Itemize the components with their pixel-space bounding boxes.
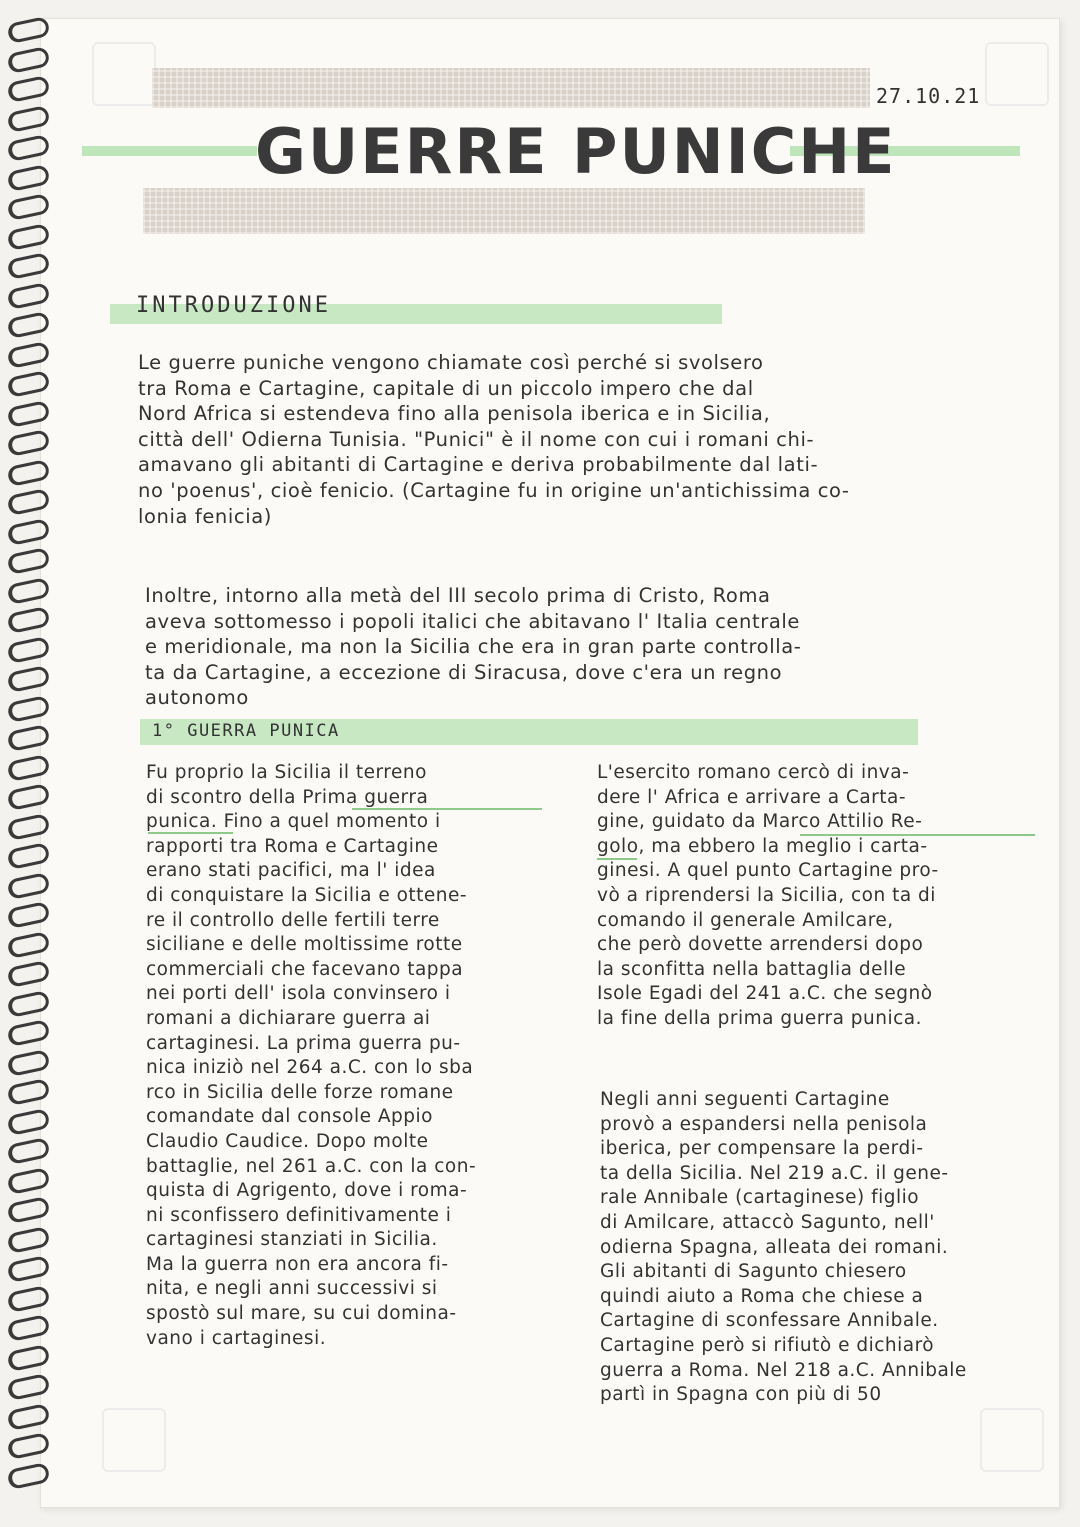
spiral-coil: [6, 842, 50, 870]
spiral-coil: [6, 1137, 50, 1165]
spiral-coil: [6, 399, 50, 427]
spiral-binding: [0, 20, 52, 1500]
spiral-coil: [6, 606, 50, 634]
spiral-coil: [6, 724, 50, 752]
spiral-coil: [6, 989, 50, 1017]
spiral-coil: [6, 429, 50, 457]
corner-mark-top-right: [985, 42, 1049, 106]
spiral-coil: [6, 635, 50, 663]
intro-heading: INTRODUZIONE: [136, 293, 331, 318]
title-underline-left: [82, 146, 257, 156]
spiral-coil: [6, 930, 50, 958]
spiral-coil: [6, 488, 50, 516]
spiral-coil: [6, 665, 50, 693]
spiral-coil: [6, 871, 50, 899]
spiral-coil: [6, 311, 50, 339]
spiral-coil: [6, 576, 50, 604]
spiral-coil: [6, 753, 50, 781]
war1-heading: 1° GUERRA PUNICA: [152, 721, 340, 741]
spiral-coil: [6, 75, 50, 103]
spiral-coil: [6, 1343, 50, 1371]
spiral-coil: [6, 281, 50, 309]
spiral-coil: [6, 104, 50, 132]
underline-prima-guerra: [352, 808, 542, 810]
spiral-coil: [6, 694, 50, 722]
spiral-coil: [6, 1107, 50, 1135]
war1-right-column-1: L'esercito romano cercò di inva- dere l' Africa e arrivare a Carta- gine, guidato da Marco Attilio Re- golo, ma ebbero la meglio i carta- ginesi. A quel punto Cartagine pro- vò a riprendersi la Sicilia, con ta di comando il generale Amilcare, che però dovette arrendersi dopo la sconfitta nella battaglia delle Isole Egadi del 241 a.C. che segnò la fine della prima guerra punica.: [597, 762, 939, 1029]
intro-paragraph-1: Le guerre puniche vengono chiamate così perché si svolsero tra Roma e Cartagine, capitale di un piccolo impero che dal Nord Africa si estendeva fino alla penisola iberica e in Sicilia, città dell' Odierna Tunisia. "Punici" è il nome con cui i romani chi- amavano gli abitanti di Cartagine e deriva probabilmente dal lati- no 'poenus', cioè fenicio. (Cartagine fu in origine un'antichissima co- lonia fenicia): [138, 351, 850, 528]
spiral-coil: [6, 1166, 50, 1194]
spiral-coil: [6, 458, 50, 486]
underline-punica: [148, 832, 233, 834]
spiral-coil: [6, 163, 50, 191]
spiral-coil: [6, 340, 50, 368]
spiral-coil: [6, 222, 50, 250]
spiral-coil: [6, 45, 50, 73]
spiral-coil: [6, 1432, 50, 1460]
corner-mark-bottom-right: [980, 1408, 1044, 1472]
spiral-coil: [6, 960, 50, 988]
spiral-coil: [6, 901, 50, 929]
corner-mark-bottom-left: [102, 1408, 166, 1472]
underline-marco-attilio: [800, 834, 1035, 836]
spiral-coil: [6, 1196, 50, 1224]
spiral-coil: [6, 1461, 50, 1489]
spiral-coil: [6, 1314, 50, 1342]
spiral-coil: [6, 1402, 50, 1430]
spiral-coil: [6, 547, 50, 575]
spiral-coil: [6, 134, 50, 162]
spiral-coil: [6, 812, 50, 840]
spiral-coil: [6, 193, 50, 221]
spiral-coil: [6, 1225, 50, 1253]
spiral-coil: [6, 1048, 50, 1076]
underline-regolo: [597, 858, 637, 860]
page-title: GUERRE PUNICHE: [255, 115, 897, 188]
war1-left-column: Fu proprio la Sicilia il terreno di scontro della Prima guerra punica. Fino a quel momento i rapporti tra Roma e Cartagine erano stati pacifici, ma l' idea di conquistare la Sicilia e ottene- re il controllo delle fertili terre siciliane e delle moltissime rotte commerciali che facevano tappa nei porti dell' isola convinsero i romani a dichiarare guerra ai cartaginesi. La prima guerra pu- nica iniziò nel 264 a.C. con lo sba rco in Sicilia delle forze romane comandate dal console Appio Claudio Caudice. Dopo molte battaglie, nel 261 a.C. con la con- quista di Agrigento, dove i roma- ni sconfissero definitivamente i cartaginesi stanziati in Sicilia. Ma la guerra non era ancora fi- nita, e negli anni successivi si spostò sul mare, su cui domina- vano i cartaginesi.: [146, 762, 477, 1349]
spiral-coil: [6, 370, 50, 398]
intro-paragraph-2: Inoltre, intorno alla metà del III secolo prima di Cristo, Roma aveva sottomesso i popoli italici che abitavano l' Italia centrale e meridionale, ma non la Sicilia che era in gran parte controlla- ta da Cartagine, a eccezione di Siracusa, dove c'era un regno autonomo: [145, 584, 802, 710]
spiral-coil: [6, 1078, 50, 1106]
spiral-coil: [6, 1019, 50, 1047]
spiral-coil: [6, 16, 50, 44]
spiral-coil: [6, 252, 50, 280]
spiral-coil: [6, 783, 50, 811]
spiral-coil: [6, 1373, 50, 1401]
spiral-coil: [6, 517, 50, 545]
war1-right-column-2: Negli anni seguenti Cartagine provò a espandersi nella penisola iberica, per compensare la perdi- ta della Sicilia. Nel 219 a.C. il gene- rale Annibale (cartaginese) figlio di Amilcare, attaccò Sagunto, nell' odierna Spagna, alleata dei romani. Gli abitanti di Sagunto chiesero quindi aiuto a Roma che chiese a Cartagine di sconfessare Annibale. Cartagine però si rifiutò e dichiarò guerra a Roma. Nel 218 a.C. Annibale partì in Spagna con più di 50: [600, 1089, 967, 1406]
date-label: 27.10.21: [876, 84, 981, 108]
washi-tape-bottom: [143, 188, 865, 234]
washi-tape-top: [152, 68, 870, 108]
spiral-coil: [6, 1284, 50, 1312]
spiral-coil: [6, 1255, 50, 1283]
corner-mark-top-left: [92, 42, 156, 106]
